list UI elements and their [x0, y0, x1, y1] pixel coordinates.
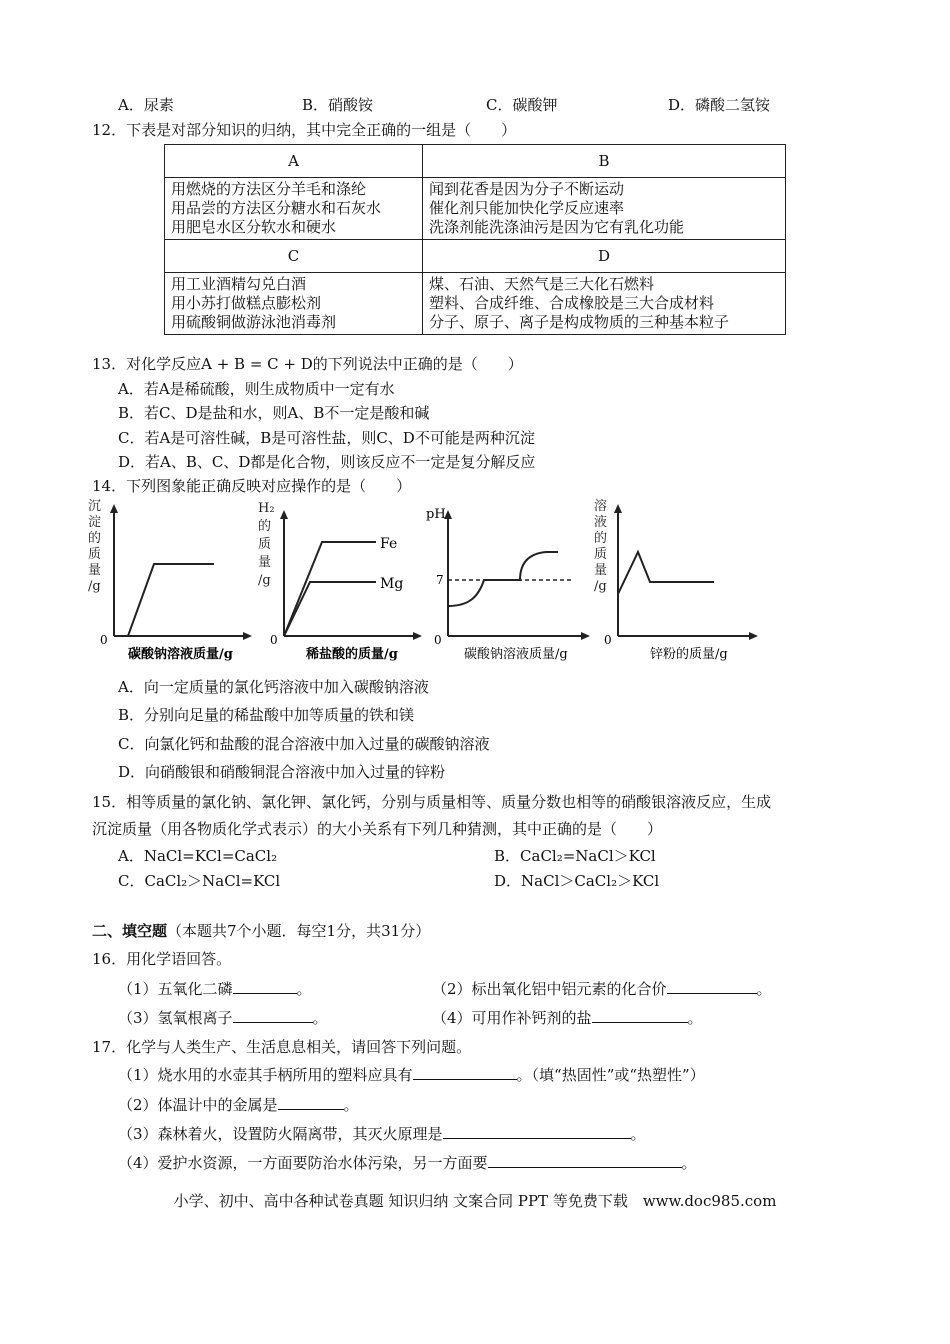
cell-c-line-1: 用工业酒精勾兑白酒: [171, 275, 307, 293]
page-footer[interactable]: 小学、初中、高中各种试卷真题 知识归纳 文案合同 PPT 等免费下载 www.doc985.com: [173, 1192, 777, 1210]
cell-d-line-2: 塑料、合成纤维、合成橡胶是三大合成材料: [429, 294, 715, 312]
table-head-d: D: [423, 240, 786, 273]
q11-option-c: C．碳酸钾: [486, 96, 558, 114]
q17-blank-4[interactable]: [488, 1153, 682, 1168]
q17-item-4-end: 。: [681, 1154, 697, 1172]
q17-stem: 17．化学与人类生产、生活息息相关，请回答下列问题。: [92, 1038, 472, 1056]
q16-item-1-text: （1）五氧化二磷: [118, 980, 233, 998]
g1-curve: [128, 564, 214, 636]
g1-x-arrow: [243, 632, 252, 640]
q16-item-2-text: （2）标出氧化铝中铝元素的化合价: [432, 980, 667, 998]
q17-blank-3[interactable]: [443, 1124, 631, 1139]
q16-item-3: [118, 1008, 328, 1028]
g4-ylabel-2: 的: [594, 531, 608, 546]
q17-blank-2[interactable]: [278, 1095, 344, 1110]
q17-item-4: [118, 1153, 697, 1173]
q17-item-1-tail: 。（填“热固性”或“热塑性”）: [516, 1066, 705, 1084]
g1-xlabel: 碳酸钠溶液质量/g: [128, 647, 233, 662]
graph-1-svg: [86, 498, 266, 663]
q13-option-d: D．若A、B、C、D都是化合物，则该反应不一定是复分解反应: [118, 453, 536, 471]
table-head-c: C: [165, 240, 423, 273]
q11-option-b: B．硝酸铵: [302, 96, 374, 114]
g4-ylabel-5: /g: [594, 579, 607, 594]
q15-stem-line-2: 沉淀质量（用各物质化学式表示）的大小关系有下列几种猜测，其中正确的是（ ）: [92, 820, 663, 838]
g1-ylabel-1: 淀: [88, 515, 102, 530]
section-2-title: 二、填空题: [92, 922, 168, 940]
table-head-a: A: [165, 145, 423, 178]
q17-item-1-text: （1）烧水用的水壶其手柄所用的塑料应具有: [118, 1066, 413, 1084]
g1-y-arrow: [110, 504, 118, 513]
table-cell-a: [165, 178, 423, 240]
q16-item-3-end: 。: [312, 1009, 328, 1027]
g2-line-fe: [284, 542, 376, 636]
q14-option-c: C．向氯化钙和盐酸的混合溶液中加入过量的碳酸钠溶液: [118, 735, 490, 753]
g2-line-mg: [284, 582, 376, 636]
q15-option-b: B．CaCl₂=NaCl＞KCl: [494, 847, 656, 865]
g2-mg-label: Mg: [380, 576, 404, 592]
q16-item-4: [432, 1008, 703, 1028]
g3-ylabel: pH: [426, 507, 446, 522]
section-2-heading: [92, 921, 430, 941]
q15-option-c: C．CaCl₂＞NaCl=KCl: [118, 872, 281, 890]
q16-item-2: [432, 979, 772, 999]
q16-blank-1[interactable]: [233, 979, 297, 994]
g4-curve: [618, 552, 714, 594]
graph-1: [86, 498, 266, 663]
q14-option-d: D．向硝酸银和硝酸铜混合溶液中加入过量的锌粉: [118, 763, 446, 781]
cell-b-line-3: 洗涤剂能洗涤油污是因为它有乳化功能: [429, 218, 685, 236]
g1-ylabel-4: 量: [88, 563, 102, 578]
table-cell-b: [423, 178, 786, 240]
q13-option-a: A．若A是稀硫酸，则生成物质中一定有水: [118, 380, 395, 398]
g4-ylabel-4: 量: [594, 563, 608, 578]
graph-3-svg: [424, 498, 604, 663]
q14-option-a: A．向一定质量的氯化钙溶液中加入碳酸钠溶液: [118, 678, 429, 696]
q12-knowledge-table: [164, 144, 786, 335]
g2-fe-label: Fe: [380, 536, 398, 552]
g4-xlabel: 锌粉的质量/g: [650, 647, 728, 662]
g4-ylabel-0: 溶: [594, 499, 608, 514]
graph-2-svg: [256, 498, 436, 663]
cell-d-line-1: 煤、石油、天然气是三大化石燃料: [429, 275, 655, 293]
graph-2-ylabel: [258, 501, 275, 588]
graph-2: [256, 498, 436, 663]
g1-ylabel-5: /g: [88, 579, 101, 594]
cell-c-line-2: 用小苏打做糕点膨松剂: [171, 294, 322, 312]
q17-item-3-text: （3）森林着火，设置防火隔离带，其灭火原理是: [118, 1125, 443, 1143]
g2-ylabel-4: /g: [258, 573, 271, 588]
table-head-b: B: [423, 145, 786, 178]
section-2-note: （本题共7个小题．每空1分，共31分）: [167, 922, 431, 940]
cell-a-line-3: 用肥皂水区分软水和硬水: [171, 218, 337, 236]
q15-option-a: A．NaCl=KCl=CaCl₂: [118, 847, 278, 865]
cell-d-line-3: 分子、原子、离子是构成物质的三种基本粒子: [429, 313, 730, 331]
q13-stem: 13．对化学反应A + B = C + D的下列说法中正确的是（ ）: [92, 355, 523, 373]
g2-origin: 0: [270, 633, 278, 647]
q11-option-a: A．尿素: [118, 96, 174, 114]
q14-option-b: B．分别向足量的稀盐酸中加等质量的铁和镁: [118, 706, 415, 724]
q13-option-b: B．若C、D是盐和水，则A、B不一定是酸和碱: [118, 404, 430, 422]
g2-y-arrow: [280, 510, 288, 519]
g4-ylabel-3: 质: [594, 547, 608, 562]
g3-origin: 0: [434, 633, 442, 647]
q16-item-1-end: 。: [296, 980, 312, 998]
g4-x-arrow: [749, 632, 758, 640]
cell-a-line-2: 用品尝的方法区分糖水和石灰水: [171, 199, 382, 217]
q17-item-1: [118, 1065, 705, 1085]
g2-xlabel: 稀盐酸的质量/g: [306, 647, 398, 662]
cell-c-line-3: 用硫酸铜做游泳池消毒剂: [171, 313, 337, 331]
cell-a-line-1: 用燃烧的方法区分羊毛和涤纶: [171, 180, 367, 198]
q16-item-4-end: 。: [687, 1009, 703, 1027]
g3-tick-7: 7: [436, 573, 444, 587]
g4-origin: 0: [604, 633, 612, 647]
q16-item-3-text: （3）氢氧根离子: [118, 1009, 233, 1027]
q17-item-3: [118, 1124, 646, 1144]
q14-stem: 14．下列图象能正确反映对应操作的是（ ）: [92, 477, 412, 495]
table-cell-c: [165, 273, 423, 335]
g1-ylabel-0: 沉: [88, 499, 102, 514]
graph-1-ylabel: [88, 499, 101, 594]
q17-item-2-text: （2）体温计中的金属是: [118, 1096, 278, 1114]
g1-origin: 0: [100, 633, 108, 647]
g4-ylabel-1: 液: [594, 515, 608, 530]
g1-ylabel-3: 质: [88, 547, 102, 562]
q15-stem-line-1: 15．相等质量的氯化钠、氯化钾、氯化钙，分别与质量相等、质量分数也相等的硝酸银溶液反应，生成: [92, 793, 772, 811]
q16-blank-4[interactable]: [592, 1008, 688, 1023]
g2-ylabel-2: 质: [258, 537, 272, 552]
q17-item-2-end: 。: [343, 1096, 359, 1114]
cell-b-line-2: 催化剂只能加快化学反应速率: [429, 199, 625, 217]
q17-item-2: [118, 1095, 359, 1115]
g3-xlabel: 碳酸钠溶液质量/g: [464, 647, 568, 662]
q16-blank-3[interactable]: [233, 1008, 313, 1023]
g4-y-arrow: [614, 504, 622, 513]
q17-item-4-text: （4）爱护水资源，一方面要防治水体污染，另一方面要: [118, 1154, 488, 1172]
q16-item-1: [118, 979, 312, 999]
q15-option-d: D．NaCl＞CaCl₂＞KCl: [494, 872, 660, 890]
q13-option-c: C．若A是可溶性碱，B是可溶性盐，则C、D不可能是两种沉淀: [118, 429, 535, 447]
g1-ylabel-2: 的: [88, 531, 102, 546]
q16-blank-2[interactable]: [667, 979, 757, 994]
g2-ylabel-0: H₂: [258, 501, 275, 516]
g3-curve: [448, 552, 558, 606]
g3-x-arrow: [581, 632, 590, 640]
graph-3: [424, 498, 604, 663]
g2-ylabel-3: 量: [258, 555, 272, 570]
q17-blank-1[interactable]: [413, 1065, 517, 1080]
table-cell-d: [423, 273, 786, 335]
q17-item-3-end: 。: [630, 1125, 646, 1143]
q11-option-d: D．磷酸二氢铵: [668, 96, 771, 114]
cell-b-line-1: 闻到花香是因为分子不断运动: [429, 180, 625, 198]
g2-x-arrow: [413, 632, 422, 640]
q16-item-2-end: 。: [756, 980, 772, 998]
q16-stem: 16．用化学语回答。: [92, 950, 232, 968]
g2-ylabel-1: 的: [258, 519, 272, 534]
q12-stem: 12．下表是对部分知识的归纳，其中完全正确的一组是（ ）: [92, 121, 517, 139]
graph-4-svg: [592, 498, 772, 663]
graph-4: [592, 498, 772, 663]
graph-4-ylabel: [594, 498, 607, 594]
q16-item-4-text: （4）可用作补钙剂的盐: [432, 1009, 592, 1027]
